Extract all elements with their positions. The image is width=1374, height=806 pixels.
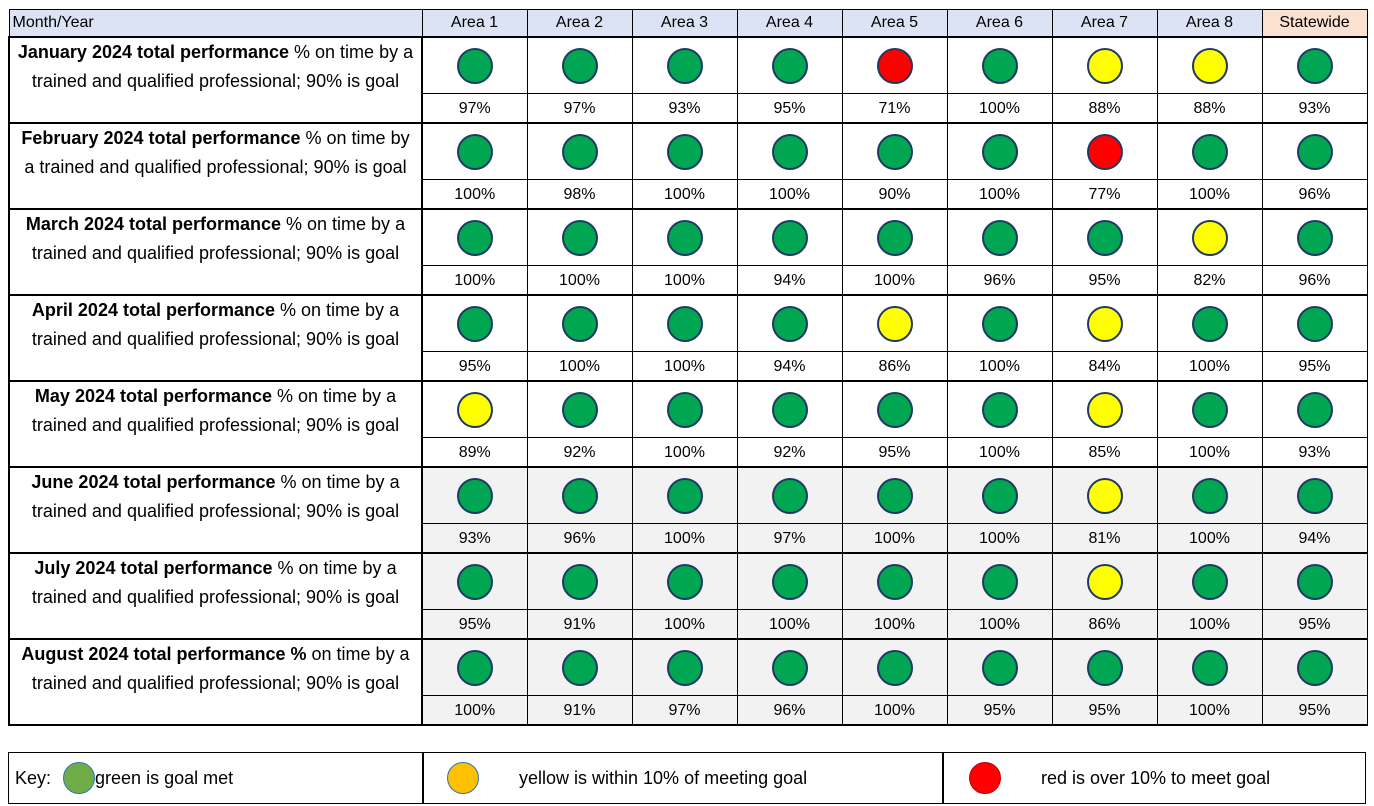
percentage-value: 86% (1052, 610, 1157, 640)
percentage-value: 94% (737, 352, 842, 382)
green-status-dot-icon (562, 650, 598, 686)
month-label (9, 123, 422, 209)
area-1-header: Area 1 (422, 10, 527, 38)
percentage-value: 100% (1157, 180, 1262, 210)
percentage-value: 100% (422, 180, 527, 210)
status-cell (1157, 123, 1262, 180)
month-description: % on time by a trained and qualified professional; 90% is goal (31, 42, 414, 91)
green-status-dot-icon (1297, 306, 1333, 342)
month-description: % on time by a trained and qualified professional; 90% is goal (31, 300, 400, 349)
area-7-header: Area 7 (1052, 10, 1157, 38)
percentage-value: 100% (842, 524, 947, 554)
status-cell (947, 639, 1052, 696)
percentage-value: 93% (1262, 94, 1367, 124)
green-status-dot-icon (562, 48, 598, 84)
month-title: August 2024 total performance % (21, 644, 307, 664)
green-status-dot-icon (562, 564, 598, 600)
month-label (9, 381, 422, 467)
percentage-value: 100% (632, 524, 737, 554)
percentage-value: 100% (632, 180, 737, 210)
statewide-header: Statewide (1262, 10, 1367, 38)
green-dot-icon (63, 762, 95, 794)
green-status-dot-icon (457, 306, 493, 342)
percentage-value: 96% (1262, 180, 1367, 210)
status-cell (422, 209, 527, 266)
percentage-value: 100% (1157, 696, 1262, 726)
month-label (9, 295, 422, 381)
green-status-dot-icon (772, 650, 808, 686)
green-status-dot-icon (1297, 134, 1333, 170)
status-cell (842, 295, 947, 352)
area-2-header: Area 2 (527, 10, 632, 38)
status-cell (947, 381, 1052, 438)
green-status-dot-icon (667, 48, 703, 84)
percentage-value: 100% (737, 180, 842, 210)
percentage-value: 100% (527, 352, 632, 382)
green-status-dot-icon (1297, 220, 1333, 256)
key-label: Key: (15, 767, 52, 788)
green-status-dot-icon (1192, 306, 1228, 342)
status-cell (737, 381, 842, 438)
status-cell (422, 37, 527, 94)
percentage-value: 100% (842, 696, 947, 726)
status-cell (947, 553, 1052, 610)
status-cell (842, 37, 947, 94)
month-title: March 2024 total performance (25, 214, 282, 234)
percentage-value: 96% (947, 266, 1052, 296)
green-status-dot-icon (457, 48, 493, 84)
key-red-text: red is over 10% to meet goal (1041, 767, 1271, 788)
percentage-value: 100% (1157, 352, 1262, 382)
percentage-value: 95% (422, 352, 527, 382)
percentage-value: 97% (527, 94, 632, 124)
green-status-dot-icon (772, 306, 808, 342)
status-cell (737, 123, 842, 180)
month-row (9, 639, 1367, 696)
green-status-dot-icon (877, 220, 913, 256)
percentage-value: 77% (1052, 180, 1157, 210)
green-status-dot-icon (1297, 478, 1333, 514)
yellow-status-dot-icon (1087, 392, 1123, 428)
percentage-value: 97% (737, 524, 842, 554)
percentage-value: 94% (1262, 524, 1367, 554)
green-status-dot-icon (457, 650, 493, 686)
performance-table-wrapper (8, 9, 1366, 726)
percentage-value: 100% (1157, 438, 1262, 468)
green-status-dot-icon (667, 650, 703, 686)
status-cell (947, 37, 1052, 94)
status-cell (527, 123, 632, 180)
percentage-value: 100% (947, 94, 1052, 124)
percentage-value: 92% (737, 438, 842, 468)
percentage-value: 100% (947, 352, 1052, 382)
area-4-header: Area 4 (737, 10, 842, 38)
green-status-dot-icon (982, 392, 1018, 428)
status-cell (632, 123, 737, 180)
status-cell (1157, 639, 1262, 696)
percentage-value: 100% (527, 266, 632, 296)
red-status-dot-icon (1087, 134, 1123, 170)
month-row (9, 381, 1367, 438)
status-cell (737, 467, 842, 524)
month-label (9, 639, 422, 725)
percentage-value: 90% (842, 180, 947, 210)
performance-table (8, 9, 1368, 726)
key-yellow-item (447, 753, 807, 803)
percentage-value: 95% (422, 610, 527, 640)
green-status-dot-icon (877, 564, 913, 600)
status-cell (632, 467, 737, 524)
status-cell (527, 37, 632, 94)
month-title: June 2024 total performance (31, 472, 276, 492)
percentage-value: 100% (422, 696, 527, 726)
status-cell (422, 553, 527, 610)
yellow-status-dot-icon (1087, 478, 1123, 514)
status-cell (1052, 467, 1157, 524)
area-8-header: Area 8 (1157, 10, 1262, 38)
green-status-dot-icon (457, 134, 493, 170)
green-status-dot-icon (1297, 392, 1333, 428)
percentage-value: 100% (632, 266, 737, 296)
status-cell (1262, 37, 1367, 94)
month-row (9, 467, 1367, 524)
percentage-value: 81% (1052, 524, 1157, 554)
status-cell (422, 381, 527, 438)
status-cell (1262, 381, 1367, 438)
percentage-value: 100% (1157, 610, 1262, 640)
month-label (9, 37, 422, 123)
percentage-value: 100% (842, 266, 947, 296)
green-status-dot-icon (1087, 650, 1123, 686)
status-cell (842, 639, 947, 696)
month-title: April 2024 total performance (31, 300, 276, 320)
percentage-value: 100% (1157, 524, 1262, 554)
yellow-status-dot-icon (1192, 48, 1228, 84)
status-cell (1052, 295, 1157, 352)
green-status-dot-icon (667, 220, 703, 256)
yellow-status-dot-icon (877, 306, 913, 342)
percentage-value: 96% (737, 696, 842, 726)
status-cell (1262, 123, 1367, 180)
status-cell (947, 467, 1052, 524)
yellow-dot-icon (447, 762, 479, 794)
key-red-item (969, 753, 1270, 803)
status-cell (1157, 295, 1262, 352)
green-status-dot-icon (667, 392, 703, 428)
status-cell (527, 209, 632, 266)
status-cell (1052, 553, 1157, 610)
green-status-dot-icon (562, 134, 598, 170)
status-cell (1262, 467, 1367, 524)
green-status-dot-icon (772, 564, 808, 600)
percentage-value: 88% (1157, 94, 1262, 124)
percentage-value: 100% (632, 352, 737, 382)
percentage-value: 92% (527, 438, 632, 468)
percentage-value: 94% (737, 266, 842, 296)
green-status-dot-icon (667, 306, 703, 342)
month-title: January 2024 total performance (17, 42, 290, 62)
month-row (9, 295, 1367, 352)
status-cell (737, 37, 842, 94)
status-cell (737, 209, 842, 266)
percentage-value: 100% (947, 438, 1052, 468)
percentage-value: 96% (527, 524, 632, 554)
percentage-value: 95% (947, 696, 1052, 726)
key-green-text: green is goal met (95, 767, 234, 788)
percentage-value: 98% (527, 180, 632, 210)
green-status-dot-icon (562, 392, 598, 428)
green-status-dot-icon (877, 650, 913, 686)
percentage-value: 93% (1262, 438, 1367, 468)
percentage-value: 96% (1262, 266, 1367, 296)
status-cell (842, 123, 947, 180)
month-row (9, 209, 1367, 266)
percentage-value: 95% (1052, 696, 1157, 726)
green-status-dot-icon (877, 392, 913, 428)
percentage-value: 95% (1262, 610, 1367, 640)
green-status-dot-icon (562, 306, 598, 342)
percentage-value: 95% (1052, 266, 1157, 296)
status-cell (1052, 37, 1157, 94)
green-status-dot-icon (877, 478, 913, 514)
percentage-value: 100% (737, 610, 842, 640)
red-dot-icon (969, 762, 1001, 794)
month-description: % on time by a trained and qualified professional; 90% is goal (24, 128, 410, 177)
green-status-dot-icon (877, 134, 913, 170)
percentage-value: 95% (737, 94, 842, 124)
status-cell (632, 553, 737, 610)
status-cell (947, 295, 1052, 352)
status-cell (842, 553, 947, 610)
green-status-dot-icon (982, 220, 1018, 256)
percentage-value: 88% (1052, 94, 1157, 124)
green-status-dot-icon (772, 48, 808, 84)
month-title: July 2024 total performance (34, 558, 273, 578)
green-status-dot-icon (667, 134, 703, 170)
month-description: on time by a trained and qualified professional; 90% is goal (31, 644, 410, 693)
green-status-dot-icon (1297, 564, 1333, 600)
status-cell (1052, 209, 1157, 266)
green-status-dot-icon (667, 478, 703, 514)
green-status-dot-icon (982, 564, 1018, 600)
green-status-dot-icon (982, 306, 1018, 342)
month-title: February 2024 total performance (21, 128, 301, 148)
percentage-value: 97% (632, 696, 737, 726)
status-cell (632, 295, 737, 352)
status-cell (422, 639, 527, 696)
key-divider (422, 753, 424, 803)
status-cell (527, 553, 632, 610)
status-cell (1052, 381, 1157, 438)
green-status-dot-icon (457, 220, 493, 256)
percentage-value: 93% (422, 524, 527, 554)
status-cell (947, 209, 1052, 266)
month-description: % on time by a trained and qualified professional; 90% is goal (31, 386, 400, 435)
yellow-status-dot-icon (457, 392, 493, 428)
month-label (9, 209, 422, 295)
status-cell (527, 467, 632, 524)
header-row (9, 10, 1367, 38)
percentage-value: 100% (422, 266, 527, 296)
status-cell (1157, 209, 1262, 266)
status-cell (1157, 381, 1262, 438)
status-cell (527, 381, 632, 438)
status-cell (527, 639, 632, 696)
percentage-value: 100% (842, 610, 947, 640)
status-cell (737, 639, 842, 696)
percentage-value: 82% (1157, 266, 1262, 296)
key-green-item (15, 753, 233, 803)
status-cell (422, 467, 527, 524)
percentage-value: 91% (527, 610, 632, 640)
status-cell (1157, 467, 1262, 524)
status-cell (632, 209, 737, 266)
green-status-dot-icon (667, 564, 703, 600)
green-status-dot-icon (457, 564, 493, 600)
green-status-dot-icon (772, 392, 808, 428)
status-cell (632, 381, 737, 438)
green-status-dot-icon (1192, 650, 1228, 686)
green-status-dot-icon (772, 134, 808, 170)
percentage-value: 84% (1052, 352, 1157, 382)
month-description: % on time by a trained and qualified professional; 90% is goal (31, 558, 400, 607)
status-cell (1052, 639, 1157, 696)
status-cell (1262, 295, 1367, 352)
status-cell (1262, 209, 1367, 266)
green-status-dot-icon (1297, 48, 1333, 84)
percentage-value: 85% (1052, 438, 1157, 468)
percentage-value: 91% (527, 696, 632, 726)
month-year-header: Month/Year (9, 10, 422, 38)
green-status-dot-icon (1297, 650, 1333, 686)
yellow-status-dot-icon (1192, 220, 1228, 256)
status-cell (842, 209, 947, 266)
green-status-dot-icon (982, 650, 1018, 686)
area-3-header: Area 3 (632, 10, 737, 38)
green-status-dot-icon (982, 48, 1018, 84)
red-status-dot-icon (877, 48, 913, 84)
legend-key (8, 752, 1366, 804)
percentage-value: 97% (422, 94, 527, 124)
area-6-header: Area 6 (947, 10, 1052, 38)
percentage-value: 86% (842, 352, 947, 382)
green-status-dot-icon (457, 478, 493, 514)
green-status-dot-icon (772, 478, 808, 514)
status-cell (632, 37, 737, 94)
percentage-value: 93% (632, 94, 737, 124)
yellow-status-dot-icon (1087, 564, 1123, 600)
area-5-header: Area 5 (842, 10, 947, 38)
green-status-dot-icon (1192, 478, 1228, 514)
status-cell (422, 123, 527, 180)
month-row (9, 37, 1367, 94)
green-status-dot-icon (772, 220, 808, 256)
month-row (9, 553, 1367, 610)
percentage-value: 95% (1262, 696, 1367, 726)
green-status-dot-icon (982, 478, 1018, 514)
status-cell (1262, 553, 1367, 610)
percentage-value: 100% (947, 610, 1052, 640)
percentage-value: 100% (947, 180, 1052, 210)
percentage-value: 71% (842, 94, 947, 124)
percentage-value: 89% (422, 438, 527, 468)
status-cell (737, 295, 842, 352)
month-label (9, 467, 422, 553)
percentage-value: 95% (842, 438, 947, 468)
month-label (9, 553, 422, 639)
key-yellow-text: yellow is within 10% of meeting goal (519, 767, 808, 788)
green-status-dot-icon (1192, 134, 1228, 170)
status-cell (842, 381, 947, 438)
month-row (9, 123, 1367, 180)
month-title: May 2024 total performance (34, 386, 273, 406)
month-description: % on time by a trained and qualified professional; 90% is goal (31, 214, 406, 263)
status-cell (527, 295, 632, 352)
yellow-status-dot-icon (1087, 48, 1123, 84)
percentage-value: 100% (632, 610, 737, 640)
status-cell (947, 123, 1052, 180)
month-description: % on time by a trained and qualified professional; 90% is goal (31, 472, 400, 521)
status-cell (1157, 37, 1262, 94)
key-divider (942, 753, 944, 803)
status-cell (632, 639, 737, 696)
percentage-value: 100% (632, 438, 737, 468)
status-cell (422, 295, 527, 352)
yellow-status-dot-icon (1087, 306, 1123, 342)
status-cell (1157, 553, 1262, 610)
green-status-dot-icon (1192, 564, 1228, 600)
green-status-dot-icon (1087, 220, 1123, 256)
green-status-dot-icon (562, 220, 598, 256)
status-cell (842, 467, 947, 524)
status-cell (1052, 123, 1157, 180)
status-cell (737, 553, 842, 610)
percentage-value: 100% (947, 524, 1052, 554)
green-status-dot-icon (562, 478, 598, 514)
status-cell (1262, 639, 1367, 696)
percentage-value: 95% (1262, 352, 1367, 382)
green-status-dot-icon (982, 134, 1018, 170)
green-status-dot-icon (1192, 392, 1228, 428)
